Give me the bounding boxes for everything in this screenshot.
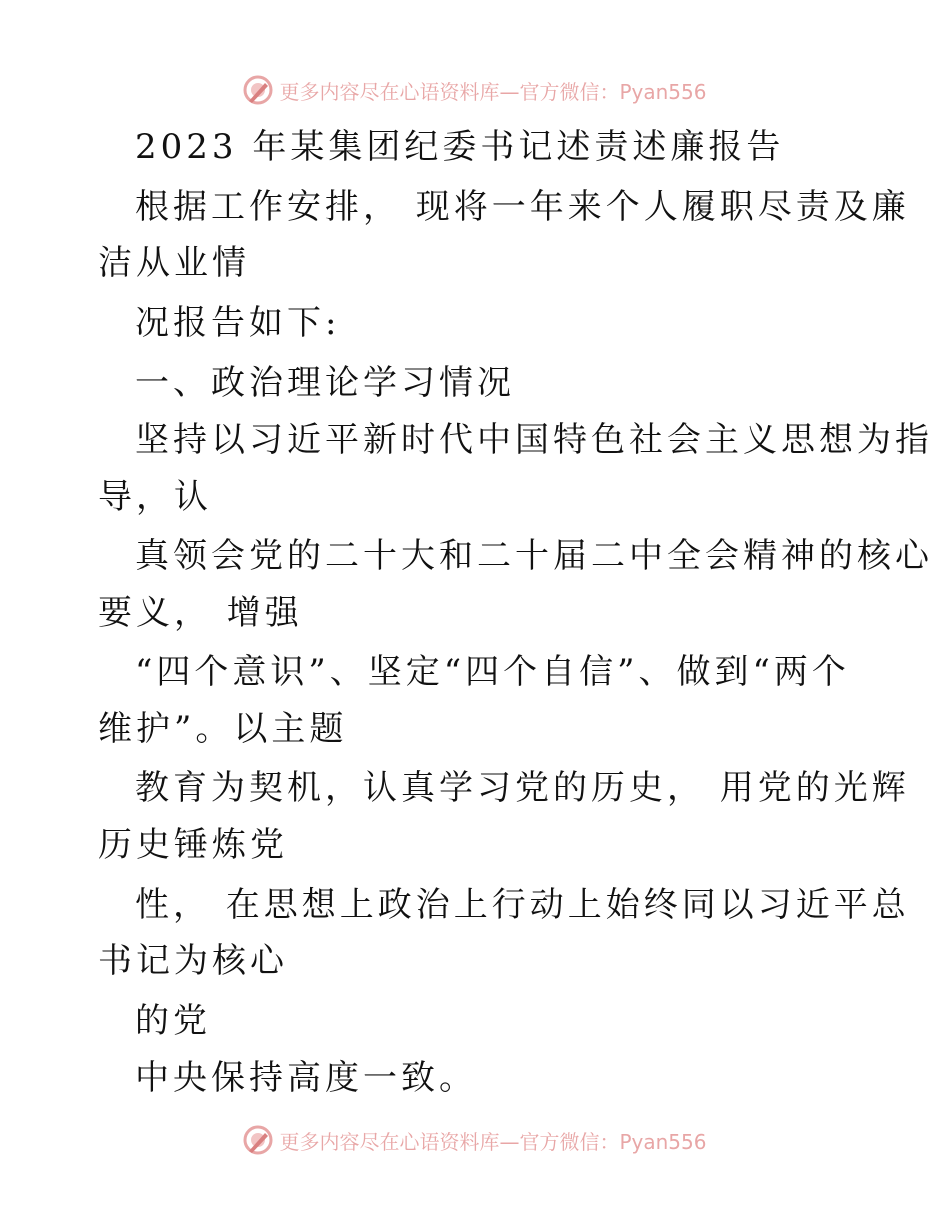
paragraph-line: 中央保持高度一致。 — [135, 1058, 477, 1098]
section-heading: 一、政治理论学习情况 — [135, 363, 515, 403]
paragraph-line: 维护”。以主题 — [98, 709, 348, 749]
paragraph-line: 性， 在思想上政治上行动上始终同以习近平总 — [135, 885, 910, 925]
watermark-text: 更多内容尽在心语资料库—官方微信：Pyan556 — [279, 1129, 707, 1154]
paragraph-line: 况报告如下: — [135, 303, 341, 343]
watermark-header — [0, 70, 950, 110]
paragraph-line: 书记为核心 — [98, 941, 288, 981]
paragraph-line: “四个意识”、坚定“四个自信”、做到“两个 — [135, 652, 850, 692]
paragraph-line: 要义， 增强 — [98, 593, 303, 633]
document-title: 2023 年某集团纪委书记述责述廉报告 — [135, 127, 785, 167]
paragraph-line: 导，认 — [98, 477, 212, 517]
pen-logo-icon — [243, 75, 273, 105]
paragraph-line: 洁从业情 — [98, 243, 250, 283]
paragraph-line: 真领会党的二十大和二十届二中全会精神的核心 — [135, 536, 933, 576]
paragraph-line: 根据工作安排， 现将一年来个人履职尽责及廉 — [135, 187, 910, 227]
paragraph-line: 的党 — [135, 1001, 211, 1041]
watermark-text: 更多内容尽在心语资料库—官方微信：Pyan556 — [279, 79, 707, 104]
watermark-footer — [0, 1120, 950, 1160]
paragraph-line: 坚持以习近平新时代中国特色社会主义思想为指 — [135, 420, 933, 460]
paragraph-line: 历史锤炼党 — [98, 825, 288, 865]
pen-logo-icon — [243, 1125, 273, 1155]
paragraph-line: 教育为契机，认真学习党的历史， 用党的光辉 — [135, 768, 910, 808]
